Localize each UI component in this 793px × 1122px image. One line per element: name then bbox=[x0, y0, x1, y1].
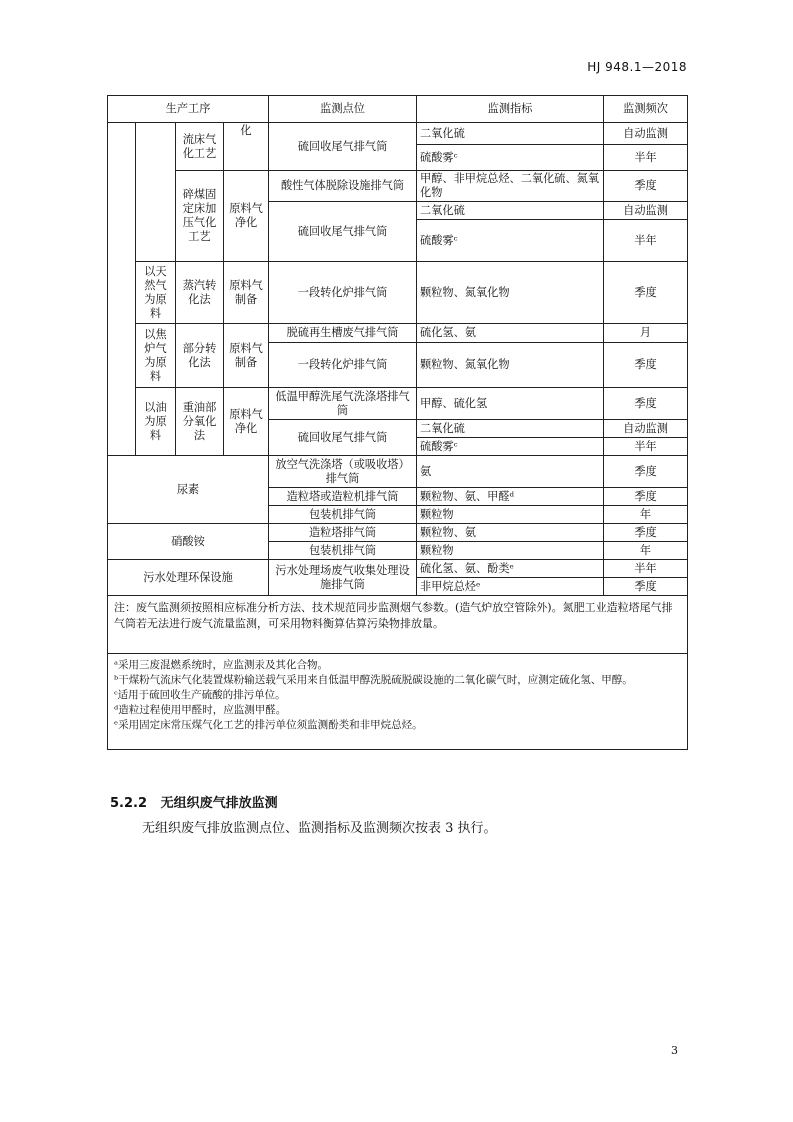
indicator-cell: 硫化氢、氨、酚类ᵉ bbox=[417, 560, 604, 578]
process-cell: 尿素 bbox=[108, 456, 269, 524]
indicator-cell: 二氧化硫 bbox=[417, 123, 604, 145]
indicator-cell: 硫酸雾ᶜ bbox=[417, 438, 604, 456]
point-cell: 一段转化炉排气筒 bbox=[269, 262, 417, 324]
indicator-cell: 颗粒物、氨 bbox=[417, 524, 604, 542]
stage-cell: 原料气制备 bbox=[224, 262, 269, 324]
group-cell: 以焦炉气为原料 bbox=[136, 324, 176, 388]
point-cell: 造粒塔排气筒 bbox=[269, 524, 417, 542]
indicator-cell: 非甲烷总烃ᵉ bbox=[417, 578, 604, 596]
frequency-cell: 自动监测 bbox=[604, 123, 688, 145]
table-row bbox=[108, 388, 688, 420]
footnote-c: ᶜ适用于硫回收生产硫酸的排污单位。 bbox=[114, 689, 286, 701]
stage-cell: 原料气制备 bbox=[224, 324, 269, 388]
frequency-cell: 月 bbox=[604, 324, 688, 343]
frequency-cell: 季度 bbox=[604, 456, 688, 488]
frequency-cell: 季度 bbox=[604, 524, 688, 542]
table-row bbox=[108, 123, 688, 145]
section-heading bbox=[110, 792, 278, 811]
frequency-cell: 半年 bbox=[604, 560, 688, 578]
footnote-b: ᵇ干煤粉气流床气化装置煤粉输送载气采用来自低温甲醇洗脱硫脱碳设施的二氧化碳气时，应测定硫化氢、甲醇。 bbox=[114, 674, 633, 686]
indicator-cell: 甲醇、非甲烷总烃、二氧化硫、氮氧化物 bbox=[417, 171, 604, 202]
indicator-cell: 硫化氢、氨 bbox=[417, 324, 604, 343]
frequency-cell: 自动监测 bbox=[604, 420, 688, 438]
point-cell: 一段转化炉排气筒 bbox=[269, 343, 417, 388]
indicator-cell: 颗粒物、氮氧化物 bbox=[417, 262, 604, 324]
table-row bbox=[108, 324, 688, 343]
point-cell: 包装机排气筒 bbox=[269, 542, 417, 560]
table-row bbox=[108, 524, 688, 542]
section-number: 5.2.2 bbox=[110, 796, 148, 811]
frequency-cell: 季度 bbox=[604, 171, 688, 202]
point-cell: 硫回收尾气排气筒 bbox=[269, 202, 417, 262]
standard-code: HJ 948.1—2018 bbox=[587, 60, 687, 74]
header-process: 生产工序 bbox=[108, 96, 269, 123]
footnote-d: ᵈ造粒过程使用甲醛时，应监测甲醛。 bbox=[114, 704, 287, 716]
indicator-cell: 颗粒物 bbox=[417, 506, 604, 524]
section-title: 无组织废气排放监测 bbox=[160, 796, 278, 811]
indicator-cell: 颗粒物、氨、甲醛ᵈ bbox=[417, 488, 604, 506]
point-cell: 造粒塔或造粒机排气筒 bbox=[269, 488, 417, 506]
table-row bbox=[108, 262, 688, 324]
table-row bbox=[108, 456, 688, 488]
indicator-cell: 二氧化硫 bbox=[417, 420, 604, 438]
point-cell: 污水处理场废气收集处理设施排气筒 bbox=[269, 560, 417, 596]
group-cell: 以油为原料 bbox=[136, 388, 176, 456]
indicator-cell: 甲醇、硫化氢 bbox=[417, 388, 604, 420]
frequency-cell: 半年 bbox=[604, 145, 688, 171]
table-note-row bbox=[108, 596, 688, 654]
indicator-cell: 二氧化硫 bbox=[417, 202, 604, 220]
frequency-cell: 半年 bbox=[604, 220, 688, 262]
table-footnotes-row bbox=[108, 654, 688, 750]
indicator-cell: 颗粒物、氮氧化物 bbox=[417, 343, 604, 388]
point-cell: 硫回收尾气排气筒 bbox=[269, 123, 417, 171]
header-indicator: 监测指标 bbox=[417, 96, 604, 123]
footnotes bbox=[108, 654, 688, 750]
subprocess-cell: 碎煤固定床加压气化工艺 bbox=[176, 171, 224, 262]
point-cell: 硫回收尾气排气筒 bbox=[269, 420, 417, 456]
subprocess-cell: 部分转化法 bbox=[176, 324, 224, 388]
header-point: 监测点位 bbox=[269, 96, 417, 123]
group-blank-cell bbox=[136, 123, 176, 262]
table-header-row bbox=[108, 96, 688, 123]
table-row bbox=[108, 560, 688, 578]
header-frequency: 监测频次 bbox=[604, 96, 688, 123]
footnote-a: ᵃ采用三废混燃系统时，应监测汞及其化合物。 bbox=[114, 659, 329, 671]
indicator-cell: 硫酸雾ᶜ bbox=[417, 220, 604, 262]
subprocess-cell: 流床气化工艺 bbox=[176, 123, 224, 171]
group-blank-cell bbox=[108, 123, 136, 456]
point-cell: 低温甲醇洗尾气洗涤塔排气筒 bbox=[269, 388, 417, 420]
frequency-cell: 季度 bbox=[604, 262, 688, 324]
frequency-cell: 季度 bbox=[604, 343, 688, 388]
group-cell: 以天然气为原料 bbox=[136, 262, 176, 324]
frequency-cell: 半年 bbox=[604, 438, 688, 456]
point-cell: 包装机排气筒 bbox=[269, 506, 417, 524]
point-cell: 酸性气体脱除设施排气筒 bbox=[269, 171, 417, 202]
footnote-e: ᵉ采用固定床常压煤气化工艺的排污单位须监测酚类和非甲烷总烃。 bbox=[114, 719, 423, 731]
process-cell: 污水处理环保设施 bbox=[108, 560, 269, 596]
point-cell: 放空气洗涤塔（或吸收塔）排气筒 bbox=[269, 456, 417, 488]
section-body: 无组织废气排放监测点位、监测指标及监测频次按表 3 执行。 bbox=[142, 821, 497, 836]
stage-cell: 原料气净化 bbox=[224, 388, 269, 456]
table-note: 注：废气监测须按照相应标准分析方法、技术规范同步监测烟气参数。(造气炉放空管除外)。氮肥工业造粒塔尾气排气筒若无法进行废气流量监测，可采用物料衡算估算污染物排放量。 bbox=[108, 596, 688, 654]
frequency-cell: 年 bbox=[604, 542, 688, 560]
table-row bbox=[108, 171, 688, 202]
stage-cell: 原料气净化 bbox=[224, 171, 269, 262]
indicator-cell: 颗粒物 bbox=[417, 542, 604, 560]
subprocess-cell: 重油部分氧化法 bbox=[176, 388, 224, 456]
frequency-cell: 自动监测 bbox=[604, 202, 688, 220]
point-cell: 脱硫再生槽废气排气筒 bbox=[269, 324, 417, 343]
page-number: 3 bbox=[671, 1044, 678, 1057]
indicator-cell: 氨 bbox=[417, 456, 604, 488]
monitoring-table bbox=[107, 95, 688, 750]
frequency-cell: 季度 bbox=[604, 578, 688, 596]
frequency-cell: 季度 bbox=[604, 488, 688, 506]
subprocess-cell: 蒸汽转化法 bbox=[176, 262, 224, 324]
frequency-cell: 季度 bbox=[604, 388, 688, 420]
indicator-cell: 硫酸雾ᶜ bbox=[417, 145, 604, 171]
process-cell: 硝酸铵 bbox=[108, 524, 269, 560]
stage-cell: 化 bbox=[224, 123, 269, 171]
frequency-cell: 年 bbox=[604, 506, 688, 524]
